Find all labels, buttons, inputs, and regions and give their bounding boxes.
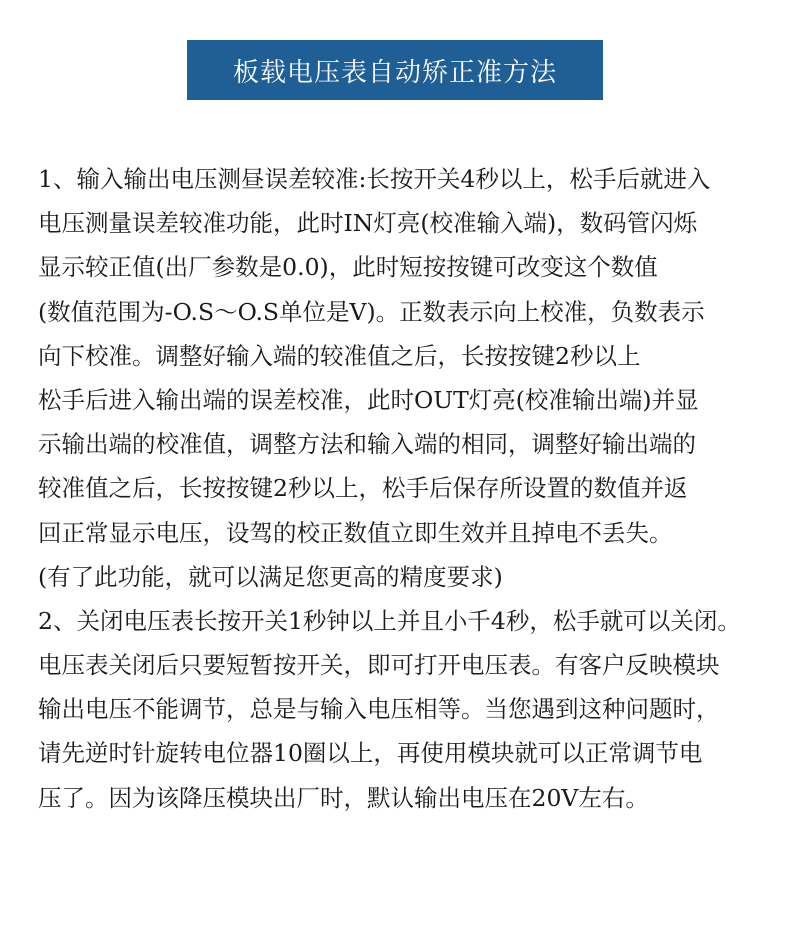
text-line: 向下校准。调整好输入端的较准值之后，长按按键2秒以上 (38, 341, 641, 370)
text-line: 回正常显示电压，设驾的校正数值立即生效并且掉电不丢失。 (38, 518, 673, 547)
title-banner (187, 40, 603, 100)
text-line: 1、输入输出电压测昼误差较准:长按开关4秒以上，松手后就进入 (38, 165, 711, 193)
page-title: 板载电压表自动矫正准方法 (232, 57, 557, 88)
text-line: 显示较正值(出厂参数是0.0)，此时短按按键可改变这个数值 (38, 253, 658, 282)
text-line: 请先逆时针旋转电位器10圈以上，再使用模块就可以正常调节电 (38, 739, 703, 768)
text-line: 松手后进入输出端的误差校准，此时OUT灯亮(校准输出端)并显 (38, 385, 699, 414)
text-line: 电压测量误差较准功能，此时IN灯亮(校准输入端)，数码管闪烁 (38, 209, 698, 238)
text-line: (有了此功能，就可以满足您更高的精度要求) (38, 562, 503, 591)
text-line: 较准值之后，长按按键2秒以上，松手后保存所设置的数值并返 (38, 474, 688, 503)
text-line: 示输出端的校准值，调整方法和输入端的相同，调整好输出端的 (38, 430, 696, 459)
text-line: (数值范围为-O.S～O.S单位是V)。正数表示向上校准，负数表示 (38, 297, 705, 326)
instructions-body (38, 157, 778, 820)
text-line: 输出电压不能调节，总是与输入电压相等。当您遇到这种问题时， (38, 695, 720, 724)
text-line: 电压表关闭后只要短暂按开关，即可打开电压表。有客户反映模块 (38, 651, 720, 680)
text-line: 压了。因为该降压模块出厂时，默认输出电压在20V左右。 (38, 783, 649, 812)
text-line: 2、关闭电压表长按开关1秒钟以上并且小千4秒，松手就可以关闭。 (38, 606, 741, 635)
